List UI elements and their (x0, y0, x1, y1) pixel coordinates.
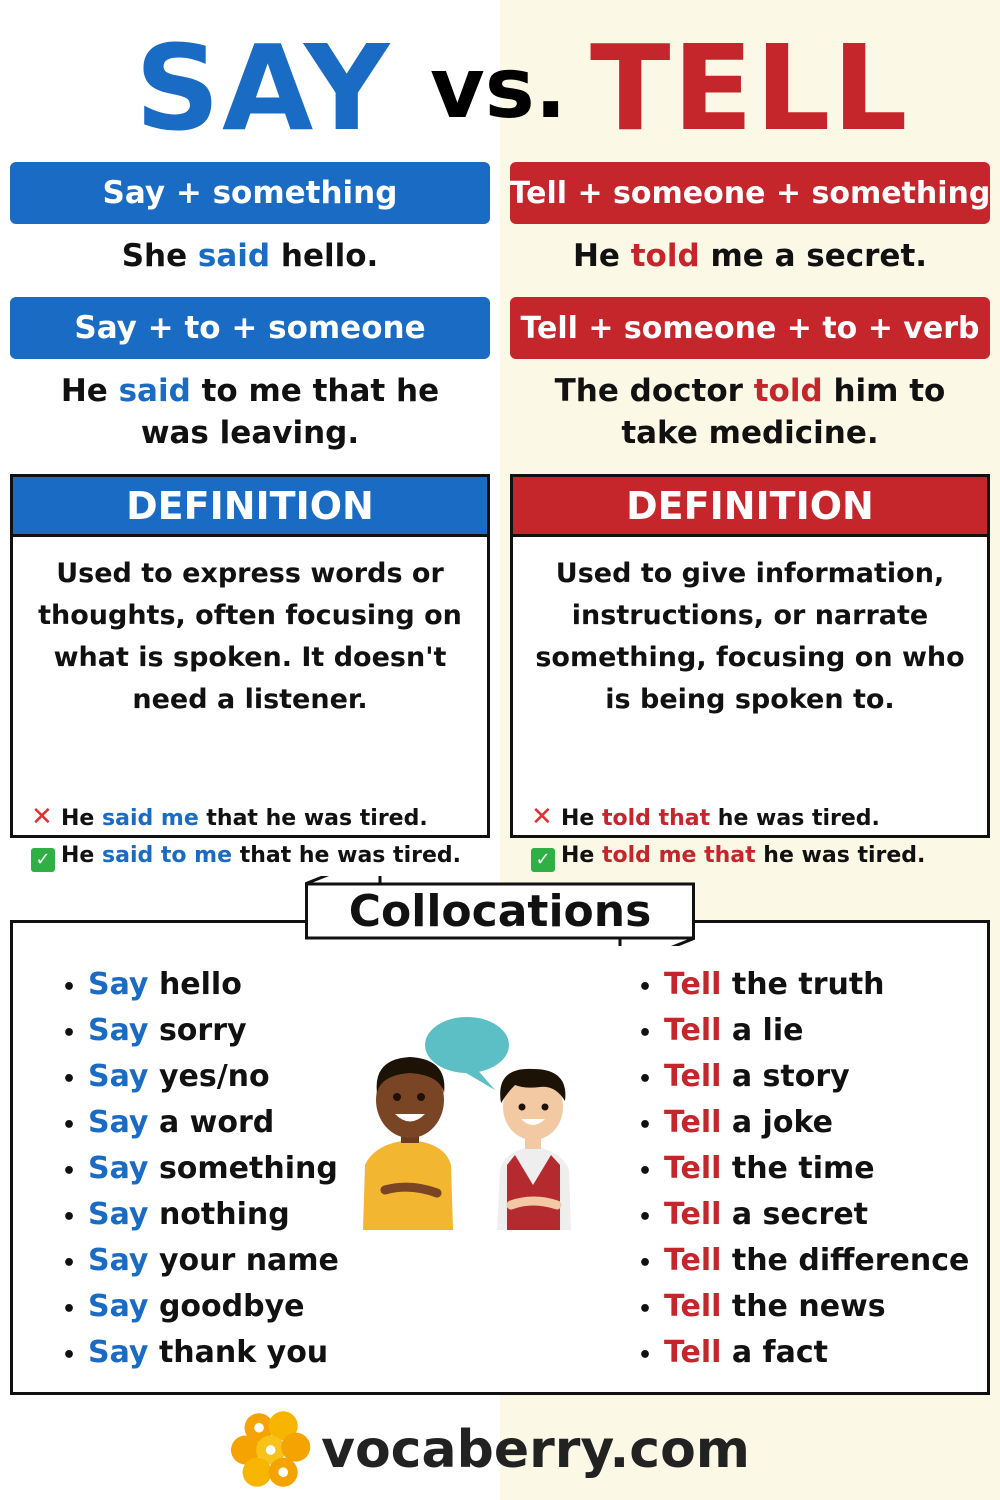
cross-mark-icon: ✕ (531, 802, 553, 832)
collocation-item (62, 1330, 339, 1376)
say-example-1: She said hello. (121, 238, 379, 274)
bullet-icon: • (62, 1343, 77, 1368)
collocation-phrase: a word (158, 1105, 275, 1140)
bullet-icon: • (638, 1159, 653, 1184)
collocation-item (62, 1100, 339, 1146)
bullet-icon: • (638, 1297, 653, 1322)
collocation-verb: Say (88, 1013, 149, 1048)
bullet-icon: • (62, 1205, 77, 1230)
collocation-verb: Tell (664, 967, 722, 1002)
title-tell: TELL (590, 19, 910, 157)
collocation-phrase: a secret (731, 1197, 869, 1232)
collocation-verb: Say (88, 967, 149, 1002)
say-collocations-list (62, 962, 339, 1376)
collocation-item (62, 1284, 339, 1330)
say-example-2: He said to me that he was leaving. (60, 373, 440, 451)
collocation-phrase: a story (731, 1059, 850, 1094)
collocation-phrase: the news (731, 1289, 886, 1324)
collocation-item (638, 1284, 969, 1330)
say-definition-heading: DEFINITION (13, 477, 487, 537)
tell-right-example: ✓ He told me that he was tired. (513, 837, 987, 874)
say-definition-text: Used to express words or thoughts, often focusing on what is spoken. It doesn't need a listener. (38, 558, 462, 715)
collocation-verb: Say (88, 1335, 149, 1370)
collocation-verb: Tell (664, 1243, 722, 1278)
collocation-verb: Say (88, 1059, 149, 1094)
bullet-icon: • (62, 975, 77, 1000)
right-person-icon (497, 1069, 571, 1230)
collocation-phrase: the truth (731, 967, 885, 1002)
say-pattern-something: Say + something (10, 162, 490, 224)
collocation-item (638, 1330, 969, 1376)
collocation-phrase: hello (158, 967, 242, 1002)
collocation-phrase: a fact (731, 1335, 828, 1370)
bullet-icon: • (62, 1251, 77, 1276)
collocations-title: Collocations (348, 885, 652, 937)
tell-collocations-list (638, 962, 969, 1376)
collocation-item (638, 962, 969, 1008)
left-person-icon (363, 1057, 453, 1230)
collocation-verb: Tell (664, 1197, 722, 1232)
two-people-talking-illustration (355, 1015, 585, 1230)
collocation-item (62, 1192, 339, 1238)
bullet-icon: • (638, 1251, 653, 1276)
collocation-verb: Tell (664, 1059, 722, 1094)
bullet-icon: • (638, 1021, 653, 1046)
tell-pattern-to-verb: Tell + someone + to + verb (510, 297, 990, 359)
collocation-phrase: thank you (158, 1335, 329, 1370)
collocation-verb: Say (88, 1105, 149, 1140)
collocation-verb: Say (88, 1151, 149, 1186)
collocation-phrase: something (158, 1151, 338, 1186)
collocation-verb: Say (88, 1243, 149, 1278)
say-right-example: ✓ He said to me that he was tired. (13, 837, 487, 874)
collocation-item (638, 1008, 969, 1054)
cross-mark-icon: ✕ (31, 802, 53, 832)
say-pattern-to-someone: Say + to + someone (10, 297, 490, 359)
tell-example-1: He told me a secret. (572, 238, 928, 274)
collocation-item (638, 1100, 969, 1146)
collocation-phrase: yes/no (158, 1059, 270, 1094)
bullet-icon: • (638, 1205, 653, 1230)
collocation-verb: Tell (664, 1105, 722, 1140)
collocation-item (638, 1146, 969, 1192)
collocation-verb: Tell (664, 1335, 722, 1370)
bullet-icon: • (62, 1021, 77, 1046)
title-vs: vs. (430, 39, 567, 137)
collocation-verb: Say (88, 1289, 149, 1324)
collocation-verb: Tell (664, 1289, 722, 1324)
tell-example-2: The doctor told him to take medicine. (554, 373, 946, 451)
bullet-icon: • (62, 1159, 77, 1184)
collocation-phrase: goodbye (158, 1289, 305, 1324)
collocation-item (638, 1054, 969, 1100)
tell-definition-box (510, 474, 990, 870)
tell-pattern-someone-something: Tell + someone + something (510, 162, 990, 224)
brand-name: vocaberry.com (321, 1420, 750, 1480)
collocation-item (638, 1192, 969, 1238)
collocation-phrase: a lie (731, 1013, 804, 1048)
check-mark-icon: ✓ (31, 848, 55, 872)
collocation-phrase: a joke (731, 1105, 833, 1140)
collocation-phrase: the difference (731, 1243, 970, 1278)
collocation-verb: Tell (664, 1013, 722, 1048)
berry-logo-icon (230, 1407, 317, 1493)
tell-definition-heading: DEFINITION (513, 477, 987, 537)
collocation-item (62, 1238, 339, 1284)
collocation-item (62, 1008, 339, 1054)
collocation-item (62, 1146, 339, 1192)
bullet-icon: • (62, 1297, 77, 1322)
bullet-icon: • (638, 1113, 653, 1138)
collocation-phrase: the time (731, 1151, 875, 1186)
tell-wrong-example: ✕ He told that he was tired. (513, 799, 987, 837)
bullet-icon: • (62, 1067, 77, 1092)
tell-definition-text: Used to give information, instructions, or narrate something, focusing on who is being spoken to. (535, 558, 965, 715)
check-mark-icon: ✓ (531, 848, 555, 872)
collocation-item (62, 1054, 339, 1100)
say-definition-box (10, 474, 490, 870)
collocation-verb: Tell (664, 1151, 722, 1186)
collocation-phrase: your name (158, 1243, 339, 1278)
bullet-icon: • (638, 975, 653, 1000)
collocation-item (638, 1238, 969, 1284)
collocation-phrase: sorry (158, 1013, 247, 1048)
say-wrong-example: ✕ He said me that he was tired. (13, 799, 487, 837)
title-say: SAY (135, 19, 392, 157)
collocation-verb: Say (88, 1197, 149, 1232)
bullet-icon: • (638, 1343, 653, 1368)
bullet-icon: • (638, 1067, 653, 1092)
collocation-item (62, 962, 339, 1008)
collocation-phrase: nothing (158, 1197, 290, 1232)
bullet-icon: • (62, 1113, 77, 1138)
footer-brand (230, 1405, 750, 1495)
